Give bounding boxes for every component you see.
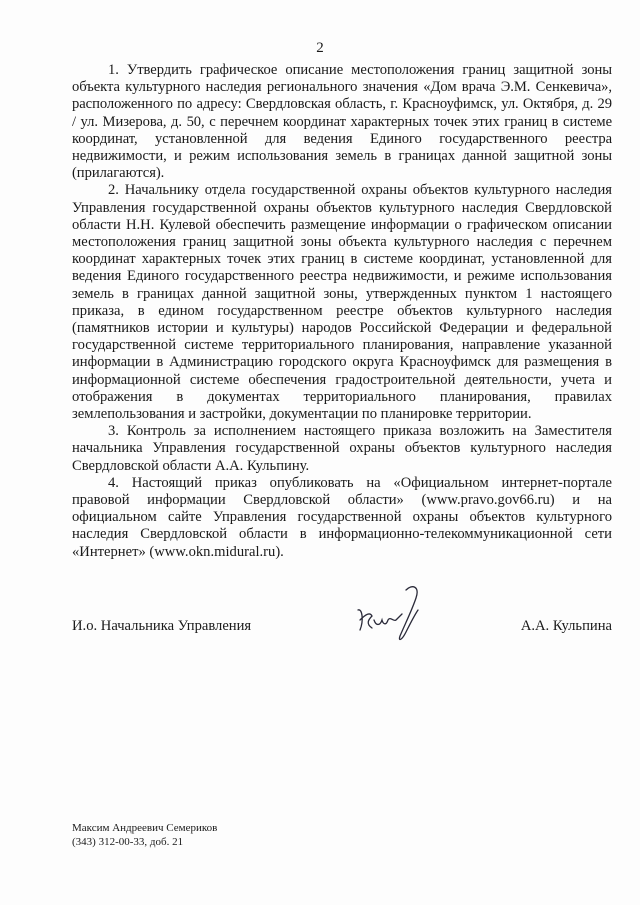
paragraph-item-4: 4. Настоящий приказ опубликовать на «Официальном интернет-портале правовой информации Свердловской области» (www.pravo.gov66.ru) и на официальном сайте Управления государственной охраны объектов культурного наследия Свердловской области в информационно-телекоммуникационной сети «Интернет» (www.okn.midural.ru).: [72, 474, 612, 560]
executor-name: Максим Андреевич Семериков: [72, 822, 218, 834]
paragraph-item-2: 2. Начальнику отдела государственной охраны объектов культурного наследия Управления государственной охраны объектов культурного наследия Свердловской области Н.Н. Кулевой обеспечить размещение информации о графическом описании местоположения границ защитной зоны объекта культурного наследия с перечнем координат характерных точек этих границ в системе координат, установленной для ведения Единого государственного реестра недвижимости, и режиме использования земель в границах данной защитной зоны, утвержденных пунктом 1 настоящего приказа, в едином государственном реестре объектов культурного наследия (памятников истории и культуры) народов Российской Федерации и федеральной государственной системе территориального планирования, направление указанной информации в Администрацию городского округа Красноуфимск для размещения в информационной системе обеспечения градостроительной деятельности, учета и отображения в документах территориального планирования, правилах землепользования и застройки, документации по планировке территории.: [72, 182, 612, 423]
signatory-title: И.о. Начальника Управления: [72, 618, 252, 634]
signature-block: [72, 614, 612, 638]
signatory-name: А.А. Кульпина: [520, 618, 612, 634]
paragraph-item-1: 1. Утвердить графическое описание местоположения границ защитной зоны объекта культурного наследия регионального значения «Дом врача Э.М. Сенкевича», расположенного по адресу: Свердловская область, г. Красноуфимск, ул. Октября, д. 29 / ул. Мизерова, д. 50, с перечнем координат характерных точек этих границ в системе координат, установленной для ведения Единого государственного реестра недвижимости, и режим использования земель в границах данной защитной зоны (прилагаются).: [72, 62, 612, 182]
paragraph-item-3: 3. Контроль за исполнением настоящего приказа возложить на Заместителя начальника Управления государственной охраны объектов культурного наследия Свердловской области А.А. Кульпину.: [72, 423, 612, 474]
page-number: 2: [316, 40, 324, 56]
executor-phone: (343) 312-00-33, доб. 21: [72, 836, 184, 848]
executor-info: [72, 821, 217, 849]
document-body: [72, 62, 612, 561]
